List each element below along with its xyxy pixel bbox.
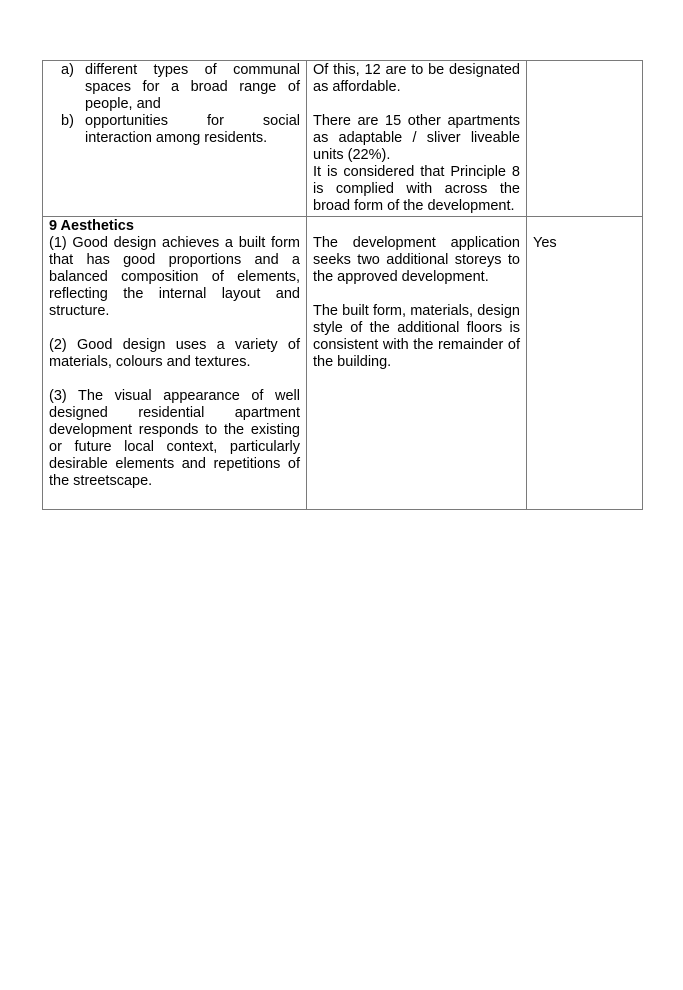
table-row bbox=[43, 61, 643, 217]
compliance-cell bbox=[527, 61, 643, 217]
section-heading: 9 Aesthetics bbox=[49, 218, 134, 234]
list-marker: a) bbox=[61, 62, 74, 78]
criteria-paragraph: (1) Good design achieves a built form that has good proportions and a balanced composition of elements, reflecting the internal layout and structure. bbox=[49, 235, 300, 319]
table-row bbox=[43, 217, 643, 510]
comment-paragraph: It is considered that Principle 8 is complied with across the broad form of the development. bbox=[313, 164, 520, 214]
criteria-cell bbox=[43, 217, 307, 510]
list-item-text: different types of communal spaces for a broad range of people, and bbox=[85, 62, 300, 112]
list-item-text: opportunities for social interaction among residents. bbox=[85, 113, 300, 146]
criteria-paragraph: (2) Good design uses a variety of materials, colours and textures. bbox=[49, 337, 300, 370]
comment-paragraph: The built form, materials, design style of the additional floors is consistent with the remainder of the building. bbox=[313, 303, 520, 370]
comment-paragraph: Of this, 12 are to be designated as affordable. bbox=[313, 62, 520, 95]
comment-cell bbox=[307, 217, 527, 510]
list-item bbox=[49, 113, 300, 147]
assessment-table bbox=[42, 60, 643, 510]
list-marker: b) bbox=[61, 113, 74, 129]
comment-paragraph: There are 15 other apartments as adaptable / sliver liveable units (22%). bbox=[313, 113, 520, 163]
criteria-paragraph: (3) The visual appearance of well designed residential apartment development responds to the existing or future local context, particularly desirable elements and repetitions of the streetscape. bbox=[49, 388, 300, 489]
compliance-cell: Yes bbox=[527, 217, 643, 510]
comment-paragraph: The development application seeks two additional storeys to the approved development. bbox=[313, 235, 520, 285]
criteria-cell bbox=[43, 61, 307, 217]
comment-cell bbox=[307, 61, 527, 217]
criteria-list bbox=[49, 62, 300, 147]
list-item bbox=[49, 62, 300, 113]
